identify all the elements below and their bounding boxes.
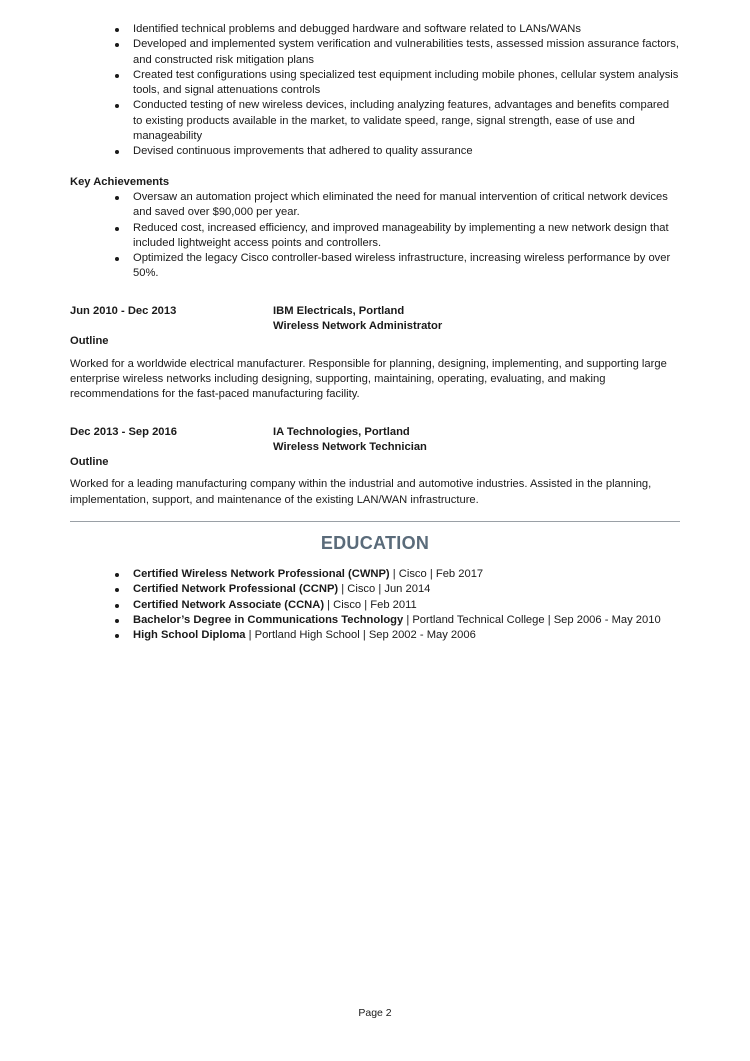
job-company: IA Technologies, Portland [273, 425, 410, 438]
list-item: Identified technical problems and debugged hardware and software related to LANs/WANs [70, 22, 680, 37]
outline-label: Outline [70, 456, 109, 469]
education-name: High School Diploma [133, 629, 246, 642]
list-item: Created test configurations using specialized test equipment including mobile phones, cellular system analysis tools, and signal attenuations controls [70, 68, 680, 99]
job-role: Wireless Network Technician [273, 440, 427, 453]
job-dates: Jun 2010 - Dec 2013 [70, 304, 177, 317]
education-detail: | Portland High School | Sep 2002 - May 2006 [245, 629, 476, 642]
education-list [70, 567, 680, 643]
list-item [70, 598, 680, 613]
resume-page [70, 22, 680, 644]
education-name: Certified Wireless Network Professional (CWNP) [133, 568, 390, 581]
list-item: Reduced cost, increased efficiency, and improved manageability by implementing a new network design that included lightweight access points and controllers. [70, 221, 680, 252]
page-number: Page 2 [358, 1007, 392, 1019]
outline-text: Worked for a leading manufacturing company within the industrial and automotive industries. Assisted in the planning, implementation, support, and maintenance of the existing LAN/WAN infrastructure. [70, 478, 652, 506]
list-item: Optimized the legacy Cisco controller-based wireless infrastructure, increasing wireless performance by over 50%. [70, 251, 680, 282]
education-name: Bachelor’s Degree in Communications Technology [133, 613, 404, 626]
list-item [70, 567, 680, 582]
key-achievements-list [70, 190, 680, 282]
education-detail: | Cisco | Jun 2014 [338, 583, 431, 596]
list-item: Developed and implemented system verification and vulnerabilities tests, assessed mission assurance factors, and constructed risk mitigation plans [70, 37, 680, 68]
job-company: IBM Electricals, Portland [273, 304, 405, 317]
list-item: Oversaw an automation project which eliminated the need for manual intervention of critical network devices and saved over $90,000 per year. [70, 190, 680, 221]
key-achievements-heading: Key Achievements [70, 175, 170, 188]
list-item [70, 613, 680, 628]
job-dates: Dec 2013 - Sep 2016 [70, 425, 177, 438]
job-entry-ia [70, 425, 680, 508]
section-divider [70, 521, 680, 522]
education-name: Certified Network Professional (CCNP) [133, 583, 339, 596]
job-role: Wireless Network Administrator [273, 320, 443, 333]
list-item: Conducted testing of new wireless devices, including analyzing features, advantages and benefits compared to existing products available in the market, to validate speed, range, signal strength, ease of use and manageability [70, 98, 680, 144]
job-entry-ibm [70, 304, 680, 403]
education-name: Certified Network Associate (CCNA) [133, 598, 325, 611]
experience-bullet-list [70, 22, 680, 160]
outline-text: Worked for a worldwide electrical manufacturer. Responsible for planning, designing, implementing, and supporting large enterprise wireless networks including designing, supporting, maintaining, operating, evaluating, and making recommendations for the fast-paced manufacturing facility. [70, 357, 667, 401]
education-heading: EDUCATION [320, 533, 430, 554]
outline-label: Outline [70, 335, 109, 348]
list-item [70, 582, 680, 597]
education-detail: | Cisco | Feb 2011 [324, 598, 417, 611]
education-detail: | Cisco | Feb 2017 [389, 568, 484, 581]
list-item: Devised continuous improvements that adhered to quality assurance [70, 144, 680, 159]
list-item [70, 628, 680, 643]
education-detail: | Portland Technical College | Sep 2006 - May 2010 [403, 613, 661, 626]
